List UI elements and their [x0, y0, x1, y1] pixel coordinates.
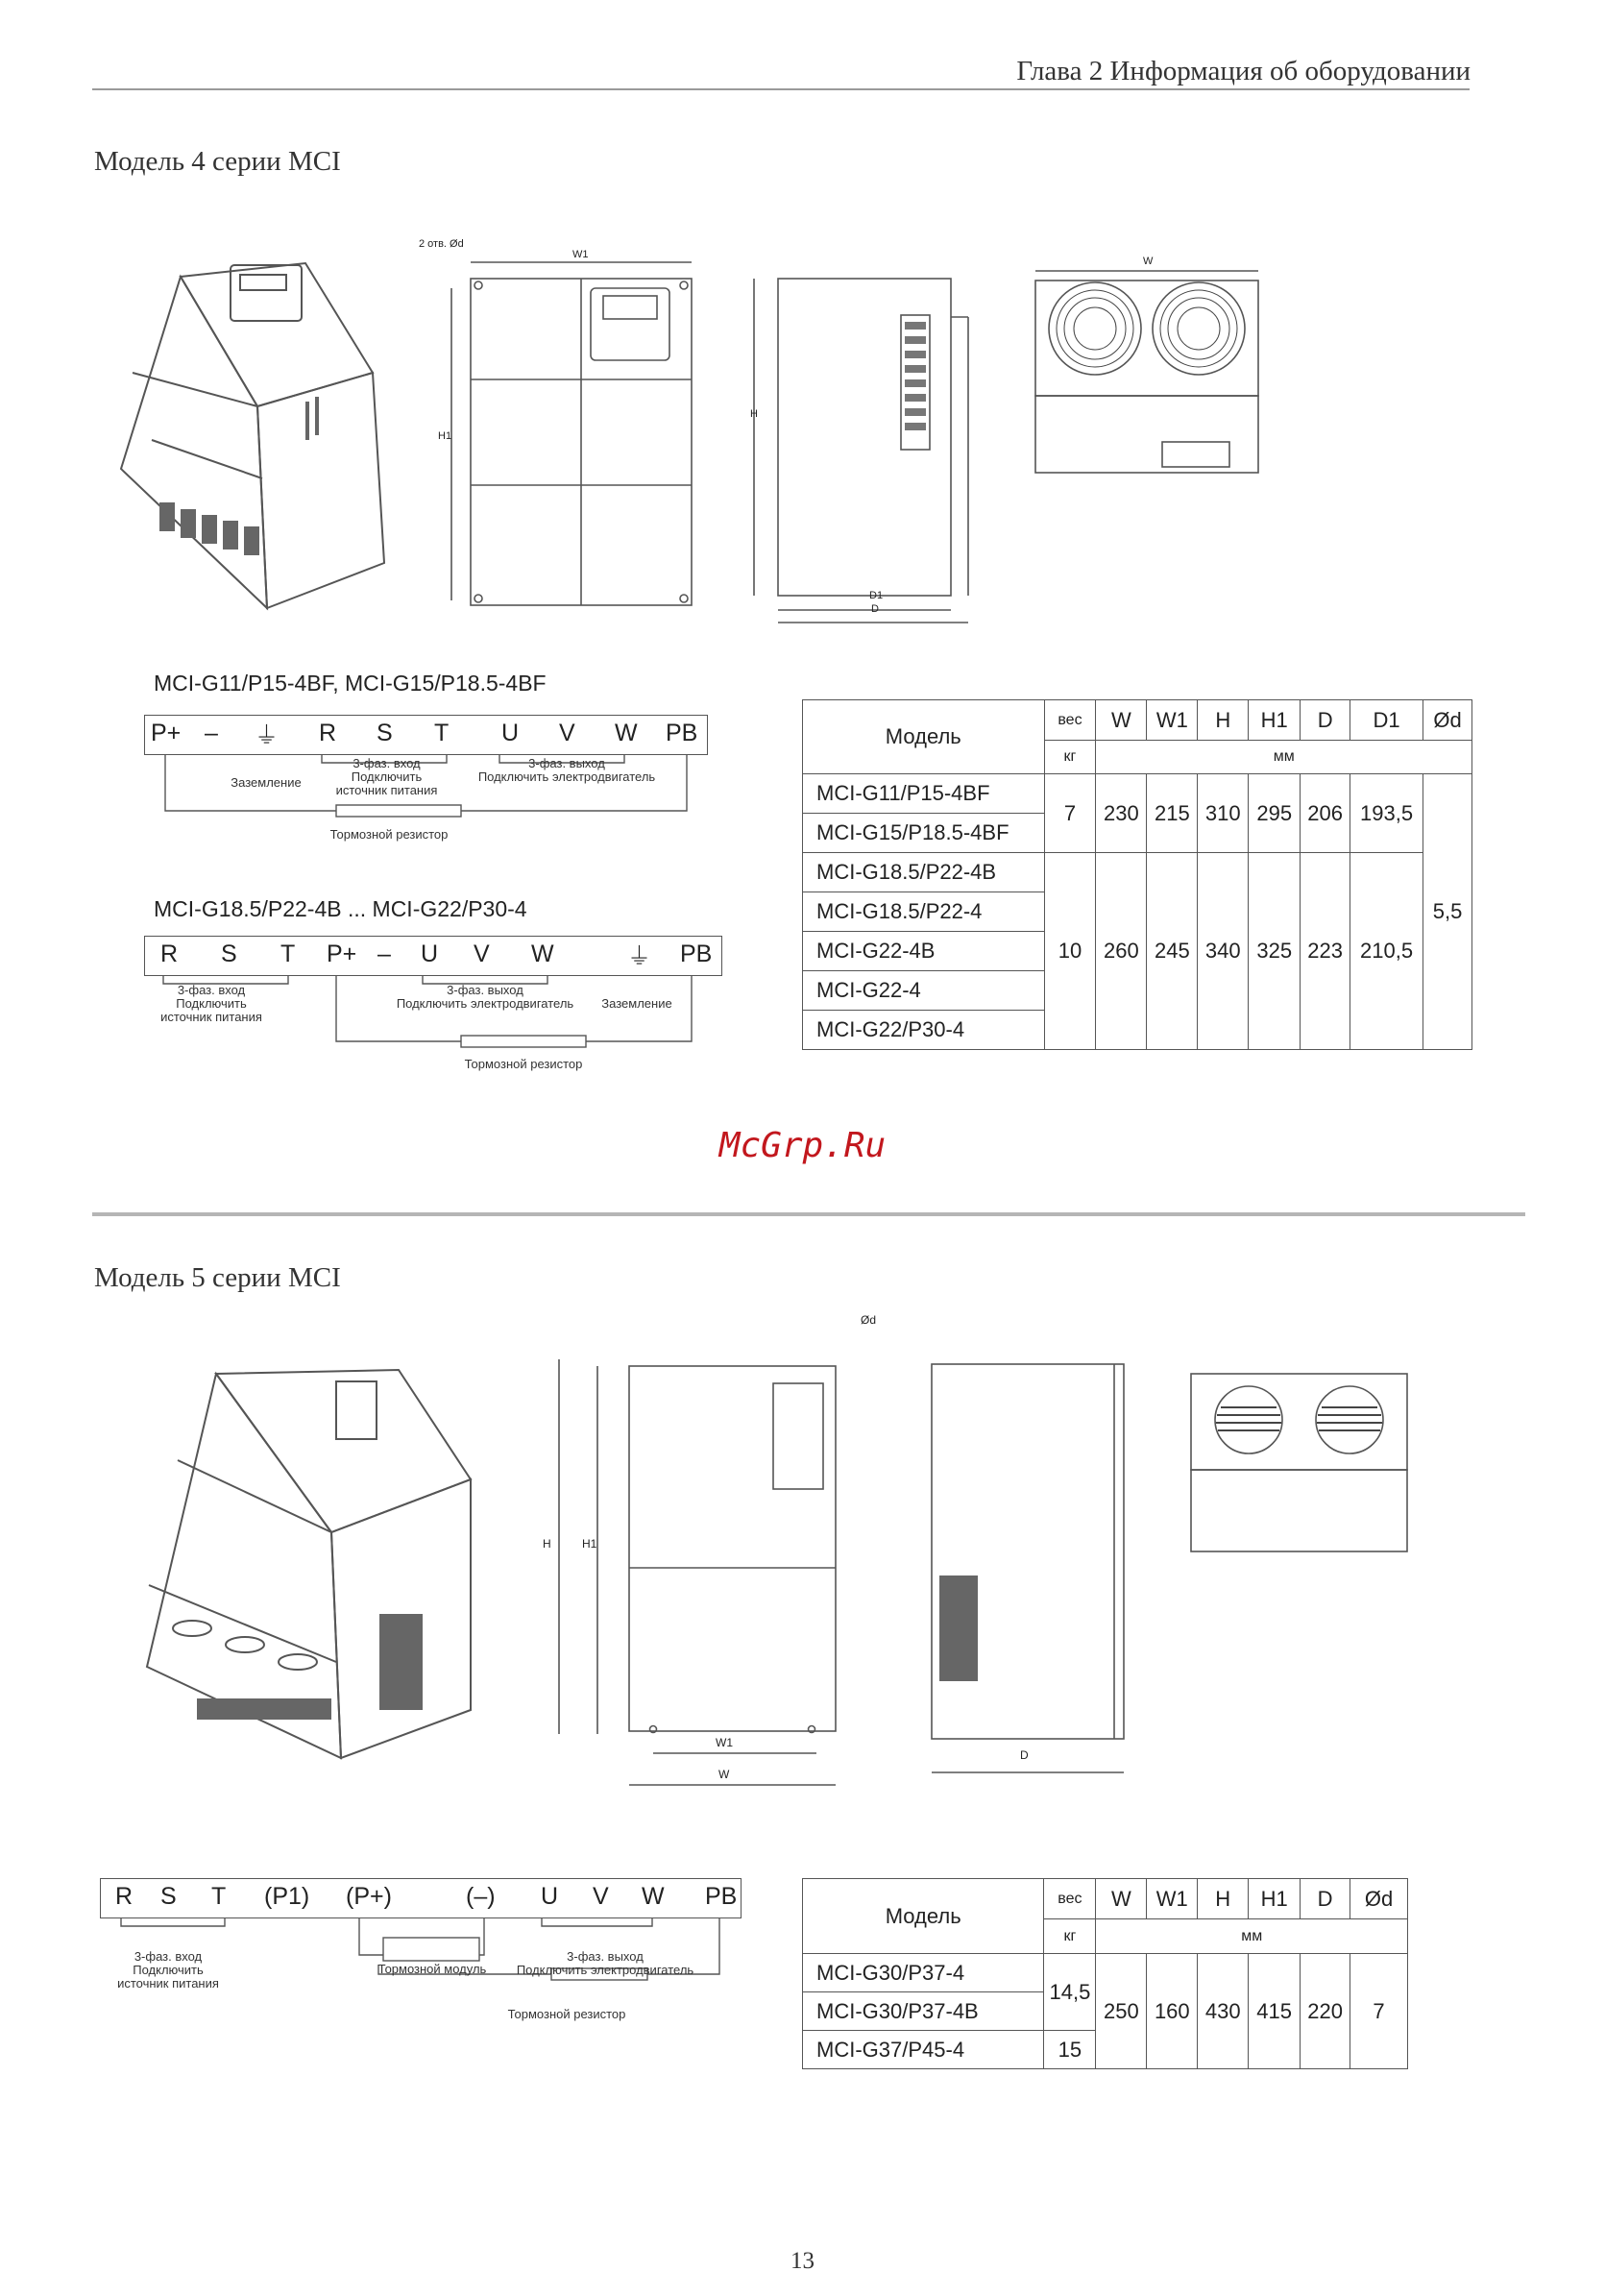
wiring1-terminal-v: V [559, 720, 575, 746]
wiring2-ground-note: Заземление [601, 996, 672, 1011]
model5-front-drawing [538, 1307, 855, 1806]
table-row: MCI-G11/P15-4BF [803, 774, 1045, 814]
model5-side-drawing [912, 1345, 1143, 1796]
wiring5-input-note: 3-фаз. вход Подключить источник питания [117, 1949, 219, 1991]
wiring2-terminal-s: S [221, 940, 237, 967]
wiring5-terminal-v: V [593, 1883, 609, 1910]
table-row: MCI-G37/P45-4 [803, 2031, 1044, 2069]
wiring2-terminal-minus: – [377, 940, 391, 967]
model4-header-model: Модель [803, 700, 1045, 774]
wiring2-terminal-r: R [160, 940, 179, 967]
model4-header-d: D [1301, 700, 1350, 741]
wiring1-output-note: 3-фаз. выход Подключить электродвигатель [477, 756, 656, 784]
model4-header-h: H [1198, 700, 1249, 741]
model4-g1-d: 206 [1301, 774, 1350, 853]
model4-front-drawing [413, 235, 730, 639]
model4-g2-h: 340 [1198, 853, 1249, 1050]
model5-spec-table [802, 1878, 1408, 2069]
table-row: MCI-G18.5/P22-4B [803, 853, 1045, 892]
wiring5-terminal-r: R [115, 1883, 134, 1910]
model4-unit-mm: мм [1096, 741, 1472, 774]
model5-h1: 415 [1249, 1954, 1301, 2069]
wiring2-terminal-w: W [531, 940, 554, 967]
wiring1-terminal-r: R [319, 720, 337, 746]
table-row: MCI-G30/P37-4B [803, 1992, 1044, 2031]
model4-header-w1: W1 [1147, 700, 1198, 741]
wiring1-terminal-pb: PB [666, 720, 698, 746]
wiring1-input-note: 3-фаз. вход Подключить источник питания [335, 756, 438, 797]
wiring2-terminal-pb: PB [680, 940, 713, 967]
model5-iso-illustration [139, 1364, 485, 1777]
model5-w1-label: W1 [716, 1736, 733, 1749]
model5-top-fan-drawing [1186, 1369, 1426, 1561]
model4-h-label: H [750, 408, 758, 420]
model4-g2-h1: 325 [1249, 853, 1301, 1050]
wiring5-brake-module-note: Тормозной модуль [377, 1962, 487, 1976]
model5-w: 250 [1096, 1954, 1147, 2069]
chapter-title: Глава 2 Информация об оборудовании [1016, 56, 1471, 86]
model5-h: 430 [1198, 1954, 1249, 2069]
model4-hole-value: 5,5 [1423, 774, 1472, 1050]
model4-g2-weight: 10 [1044, 853, 1096, 1050]
table-row: MCI-G22-4 [803, 971, 1045, 1011]
model4-hole-label: 2 отв. Ød [419, 238, 464, 250]
wiring2-ground-icon: ⏚ [627, 943, 652, 970]
wiring5-terminal-w: W [642, 1883, 665, 1910]
model4-header-h1: H1 [1249, 700, 1301, 741]
model4-g1-d1: 193,5 [1350, 774, 1423, 853]
header-rule [92, 88, 1470, 90]
section4-title: Модель 4 серии MCI [94, 146, 341, 177]
page-number: 13 [790, 2248, 815, 2274]
table-row: MCI-G30/P37-4 [803, 1954, 1044, 1992]
wiring1-terminal-p-plus: P+ [151, 720, 182, 746]
wiring5-terminal-pb: PB [705, 1883, 738, 1910]
model5-weight-1: 14,5 [1044, 1954, 1096, 2031]
wiring1-models: MCI-G11/P15-4BF, MCI-G15/P18.5-4BF [154, 671, 547, 696]
model4-w1-label: W1 [572, 249, 589, 260]
model4-g2-w1: 245 [1147, 853, 1198, 1050]
wiring1-resistor-note: Тормозной резистор [329, 827, 449, 842]
wiring1-terminal-t: T [434, 720, 450, 746]
model5-header-w1: W1 [1147, 1879, 1198, 1919]
table-row: MCI-G18.5/P22-4 [803, 892, 1045, 932]
model4-iso-illustration [113, 257, 401, 615]
wiring2-terminal-t: T [280, 940, 296, 967]
model4-d-label: D [871, 603, 879, 615]
model4-top-fan-drawing [1028, 259, 1268, 480]
model4-g1-h1: 295 [1249, 774, 1301, 853]
model4-g1-h: 310 [1198, 774, 1249, 853]
model4-g1-weight: 7 [1044, 774, 1096, 853]
model4-side-drawing [740, 269, 989, 634]
wiring1-terminal-u: U [501, 720, 520, 746]
wiring5-output-note: 3-фаз. выход Подключить электродвигатель [516, 1949, 694, 1977]
wiring1-terminal-s: S [377, 720, 393, 746]
model5-header-h: H [1198, 1879, 1249, 1919]
model4-g1-w: 230 [1096, 774, 1147, 853]
model5-d-label: Ød [861, 1313, 877, 1327]
model4-unit-kg: кг [1044, 741, 1096, 774]
model5-header-h1: H1 [1249, 1879, 1301, 1919]
wiring2-terminal-p-plus: P+ [327, 940, 357, 967]
wiring2-terminal-u: U [421, 940, 439, 967]
model5-d: 220 [1301, 1954, 1350, 2069]
wiring1-terminal-w: W [615, 720, 638, 746]
model4-header-hole: Ød [1423, 700, 1472, 741]
wiring2-models: MCI-G18.5/P22-4B ... MCI-G22/P30-4 [154, 896, 527, 921]
model5-header-w: W [1096, 1879, 1147, 1919]
model5-header-d: D [1301, 1879, 1350, 1919]
model4-g2-d: 223 [1301, 853, 1350, 1050]
model4-g1-w1: 215 [1147, 774, 1198, 853]
wiring2-terminal-v: V [474, 940, 490, 967]
table-row: MCI-G22-4B [803, 932, 1045, 971]
model5-h-label: H [543, 1537, 551, 1551]
wiring2-output-note: 3-фаз. выход Подключить электродвигатель [396, 983, 574, 1011]
model5-w1: 160 [1147, 1954, 1198, 2069]
wiring5-terminal-minus: (–) [466, 1883, 496, 1910]
section-divider [92, 1212, 1525, 1216]
model4-g2-w: 260 [1096, 853, 1147, 1050]
table-row: MCI-G15/P18.5-4BF [803, 814, 1045, 853]
model5-unit-kg: кг [1044, 1919, 1096, 1954]
model4-d1-label: D1 [869, 590, 884, 601]
wiring5-terminal-p1: (P1) [264, 1883, 310, 1910]
wiring2-resistor-note: Тормозной резистор [464, 1057, 583, 1071]
model4-spec-table [802, 699, 1472, 1050]
wiring5-resistor-note: Тормозной резистор [507, 2007, 626, 2021]
model5-weight-2: 15 [1044, 2031, 1096, 2069]
model4-header-w: W [1096, 700, 1147, 741]
model4-w-label: W [1143, 256, 1154, 267]
section5-title: Модель 5 серии MCI [94, 1262, 341, 1293]
model5-w-label: W [718, 1768, 730, 1781]
model4-h1-label: H1 [438, 430, 452, 442]
model5-hole-value: 7 [1350, 1954, 1408, 2069]
model4-g2-d1: 210,5 [1350, 853, 1423, 1050]
wiring5-terminal-u: U [541, 1883, 559, 1910]
wiring5-terminal-t: T [211, 1883, 227, 1910]
model5-header-weight: вес [1044, 1879, 1096, 1919]
wiring1-terminal-minus: – [205, 720, 218, 746]
watermark: McGrp.Ru [718, 1126, 887, 1165]
model5-header-model: Модель [803, 1879, 1044, 1954]
model5-depth-label: D [1020, 1748, 1029, 1762]
wiring1-ground-icon: ⏚ [255, 722, 280, 749]
wiring1-ground-note: Заземление [231, 775, 302, 790]
model4-header-weight: вес [1044, 700, 1096, 741]
table-row: MCI-G22/P30-4 [803, 1011, 1045, 1050]
wiring5-terminal-s: S [160, 1883, 177, 1910]
model5-unit-mm: мм [1096, 1919, 1408, 1954]
model5-h1-label: H1 [582, 1537, 597, 1551]
wiring5-terminal-p-plus: (P+) [346, 1883, 392, 1910]
model5-header-hole: Ød [1350, 1879, 1408, 1919]
wiring2-input-note: 3-фаз. вход Подключить источник питания [160, 983, 262, 1024]
model4-header-d1: D1 [1350, 700, 1423, 741]
